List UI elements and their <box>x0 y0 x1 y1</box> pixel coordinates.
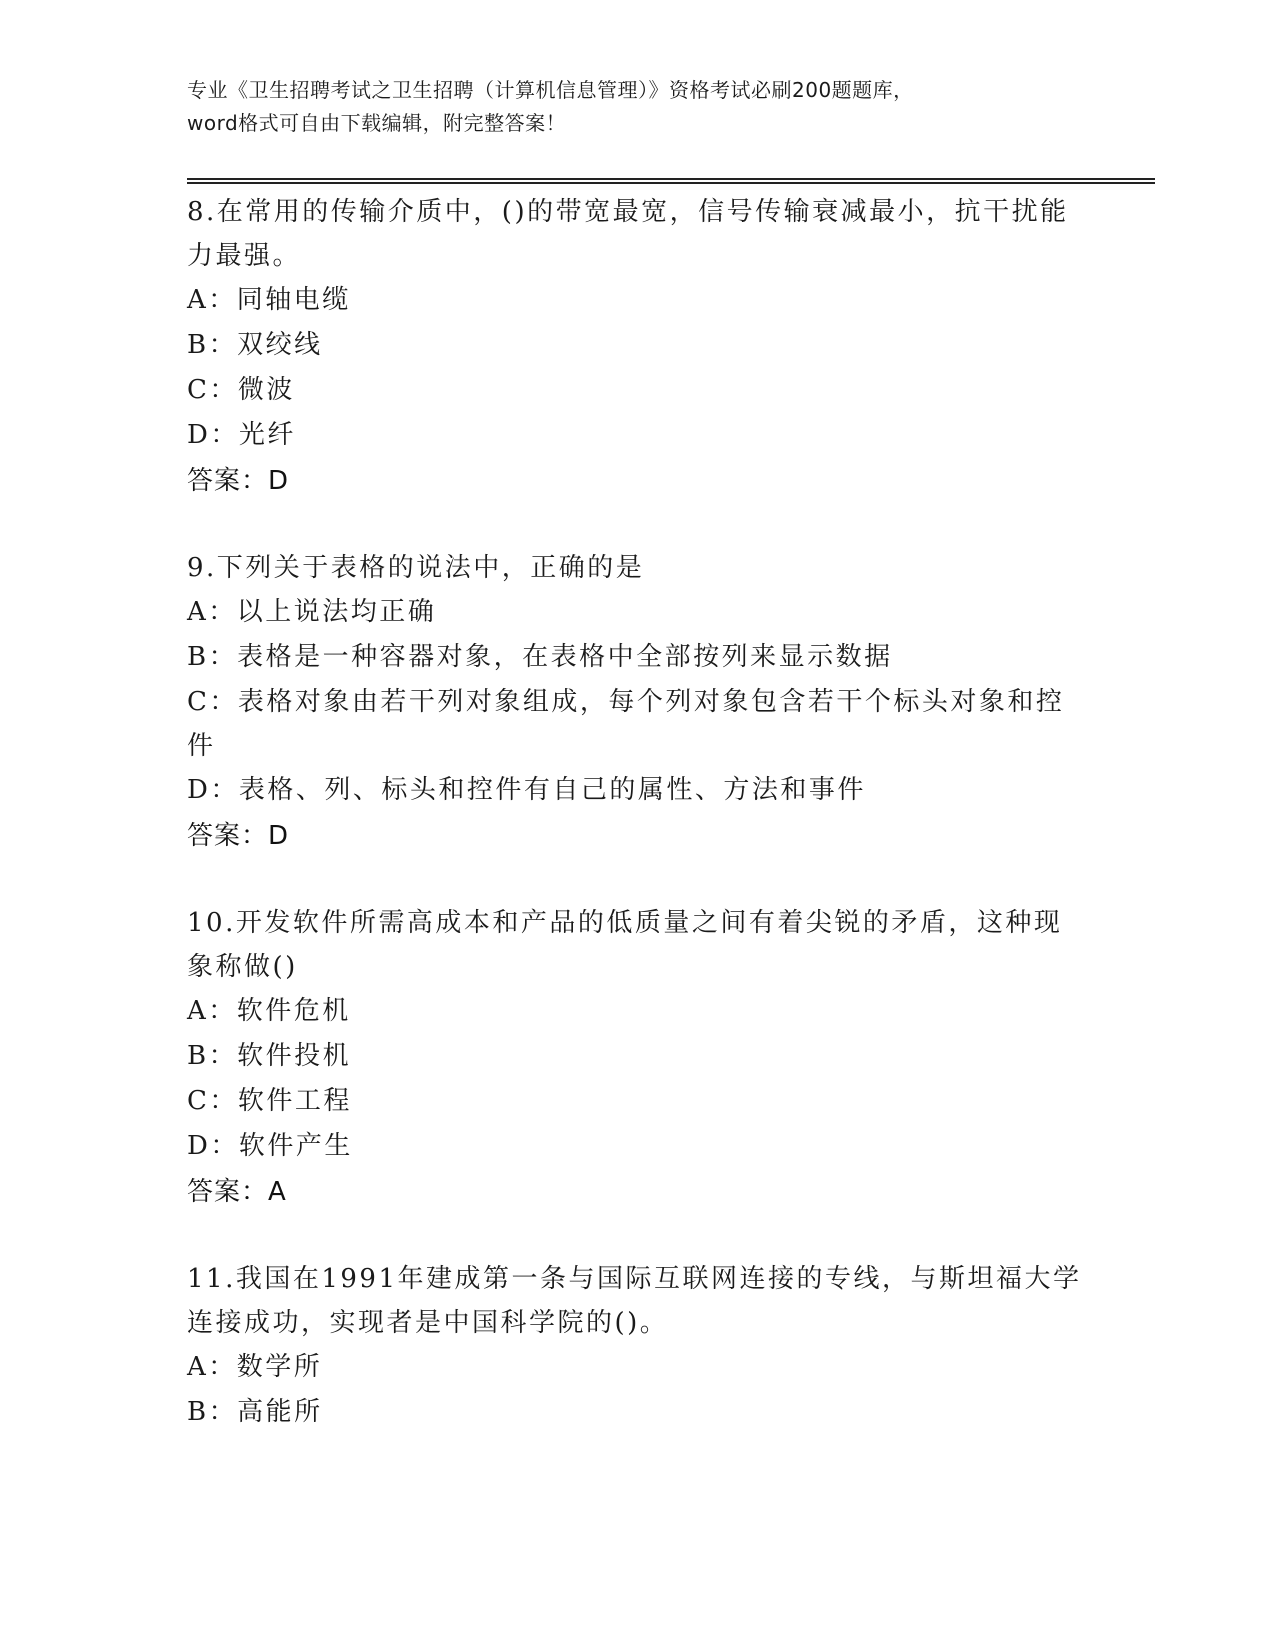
option-b: B：双绞线 <box>187 330 323 360</box>
question-stem: 11.我国在1991年建成第一条与国际互联网连接的专线，与斯坦福大学连接成功，实现者是中国科学院的()。 <box>187 1264 1082 1338</box>
answer: 答案：D <box>187 466 290 496</box>
answer: 答案：D <box>187 821 290 851</box>
option-a: A：数学所 <box>187 1352 323 1382</box>
option-a: A：以上说法均正确 <box>187 597 437 627</box>
option-d: D：表格、列、标头和控件有自己的属性、方法和事件 <box>187 775 866 805</box>
option-a: A：软件危机 <box>187 996 351 1026</box>
question-stem: 8.在常用的传输介质中，()的带宽最宽，信号传输衰减最小，抗干扰能力最强。 <box>187 197 1069 271</box>
option-a: A：同轴电缆 <box>187 285 351 315</box>
option-b: B：高能所 <box>187 1397 323 1427</box>
question-11 <box>187 1257 1087 1435</box>
option-b: B：软件投机 <box>187 1041 352 1071</box>
option-d: D：光纤 <box>187 420 296 450</box>
question-10 <box>187 901 1087 1215</box>
option-c: C：表格对象由若干列对象组成，每个列对象包含若干个标头对象和控件 <box>187 687 1065 761</box>
option-c: C：微波 <box>187 375 295 405</box>
question-list <box>187 190 1087 1477</box>
document-header <box>187 74 1087 140</box>
header-line-2: word格式可自由下载编辑，附完整答案！ <box>187 111 567 135</box>
question-8 <box>187 190 1087 504</box>
question-stem: 10.开发软件所需高成本和产品的低质量之间有着尖锐的矛盾，这种现象称做() <box>187 908 1063 982</box>
option-d: D：软件产生 <box>187 1131 353 1161</box>
question-stem: 9.下列关于表格的说法中，正确的是 <box>187 553 645 583</box>
header-divider-bottom <box>187 182 1155 184</box>
option-c: C：软件工程 <box>187 1086 352 1116</box>
option-b: B：表格是一种容器对象，在表格中全部按列来显示数据 <box>187 642 893 672</box>
header-divider-top <box>187 178 1155 180</box>
header-line-1: 专业《卫生招聘考试之卫生招聘（计算机信息管理）》资格考试必刷200题题库， <box>187 78 914 102</box>
question-9 <box>187 546 1087 859</box>
answer: 答案：A <box>187 1177 287 1207</box>
